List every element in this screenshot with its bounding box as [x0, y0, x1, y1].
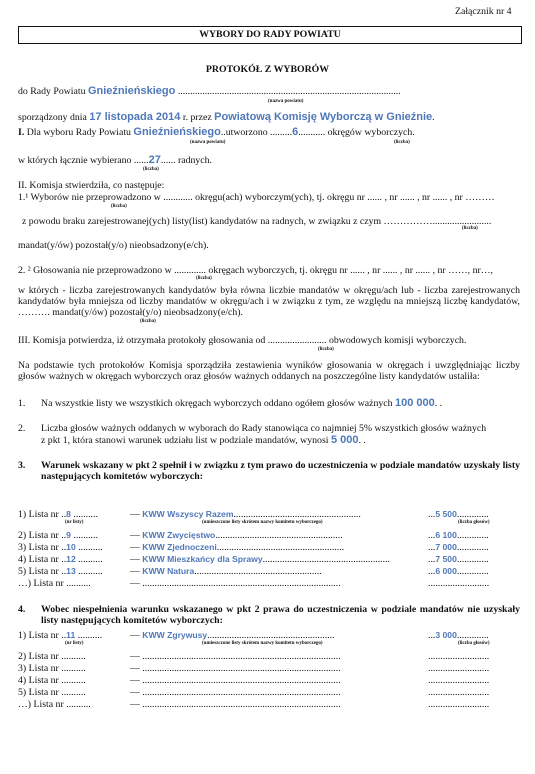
committee-name: KWW Zwycięstwo [142, 530, 216, 540]
section-iii-line: III. Komisja potwierdza, iż otrzymała protokoły głosowania od ........................ obwodowych komisji wyborczych. [18, 335, 467, 346]
annex-label: Załącznik nr 4 [455, 6, 512, 17]
committee-name-note: (umieszczone listy skrótem nazwy komitetu wyborczego) [202, 641, 323, 646]
point3-text: Warunek wskazany w pkt 2 spełnił i w związku z tym prawo do uczestniczenia w podziale mandatów uzyskały listy następujących komitetów wyborczych: [41, 460, 520, 482]
votes-line: ...7 000............. [428, 542, 489, 553]
section-iii-note: (liczba) [318, 347, 334, 352]
section-ii-p1-line1: 1.¹ Wyborów nie przeprowadzono w ............ okręgu(ach) wyborczym(ych), tj. okręgu nr ...... , nr ...... , nr ...... , nr ……… [18, 192, 495, 203]
committee-name-note: (umieszczone listy skrótem nazwy komitetu wyborczego) [202, 520, 323, 525]
list-number: 12 [66, 554, 76, 564]
point4-num: 4. [18, 604, 26, 615]
list-row-label: 1) Lista nr .. [18, 509, 67, 520]
list-row: 2) Lista nr ..9 .......... [18, 530, 98, 541]
committee-name-line: — KWW Zgrywusy.................................................... [130, 630, 335, 641]
list-row: 5) Lista nr ..13 .......... [18, 566, 103, 577]
seats-line: w których łącznie wybierano ......27...... radnych. [18, 154, 212, 166]
section-ii-p2-note2: (liczba) [140, 319, 156, 324]
committee-name-line: — ................................................................................. [130, 651, 341, 662]
document-subtitle: PROTOKÓŁ Z WYBORÓW [205, 64, 330, 75]
list-row-label: 4) Lista nr [18, 675, 62, 686]
council-name-value: Gnieźnieńskiego [87, 85, 176, 97]
section-ii-p2-line1: 2. ² Głosowania nie przeprowadzono w ............. okręgach wyborczych, tj. okręgu nr ...... , nr ...... , nr ...... , nr ……, nr…, [18, 265, 493, 276]
section-ii-heading: II. Komisja stwierdziła, co następuje: [18, 180, 165, 191]
list-row: 3) Lista nr ..10 .......... [18, 542, 103, 553]
point3-num: 3. [18, 460, 26, 471]
votes-line: ...6 000............. [428, 566, 489, 577]
commission-value: Powiatową Komisję Wyborczą w Gnieźnie [214, 111, 433, 123]
point2-line1: Liczba głosów ważnych oddanych w wyborach do Rady stanowiąca co najmniej 5% wszystkich głosów ważnych [41, 423, 487, 434]
list-row-label: …) Lista nr [18, 578, 67, 589]
districts-value: 6 [292, 126, 299, 138]
point2-num: 2. [18, 423, 26, 434]
section-i-note-name: (nazwa powiatu) [190, 140, 226, 145]
list-row-label: 5) Lista nr [18, 687, 62, 698]
committee-name: KWW Wszyscy Razem [142, 509, 234, 519]
list-row: 4) Lista nr ..12 .......... [18, 554, 103, 565]
section-i-note-num: (liczba) [394, 140, 410, 145]
date-value: 17 listopada 2014 [89, 111, 181, 123]
list-row-label: 4) Lista nr .. [18, 554, 67, 565]
list-number: 8 [66, 509, 71, 519]
committee-name-line: — ................................................................................. [130, 663, 341, 674]
votes-line: ...3 000............. [428, 630, 489, 641]
document-title: WYBORY DO RADY POWIATU [18, 26, 522, 44]
committee-name-line: — ................................................................................. [130, 699, 341, 710]
list-row-label: …) Lista nr [18, 699, 67, 710]
point2-value: 5 000 [330, 434, 359, 446]
committee-name-line: — KWW Wszyscy Razem.................................................... [130, 509, 361, 520]
section-i-county: Gnieźnieńskiego [133, 126, 221, 138]
summary-text: Na podstawie tych protokołów Komisja sporządziła zestawienia wyników głosowania w okręgach i uwzględniając liczby głosów ważnych w okręgach wyborczych oraz głosów ważnych oddanych na poszczególne listy kandydatów ustaliła: [18, 360, 520, 382]
list-row: 4) Lista nr .......... [18, 675, 86, 686]
votes-value: 3 000 [435, 630, 457, 640]
date-line: sporządzony dnia 17 listopada 2014 r. przez Powiatową Komisję Wyborczą w Gnieźnie. [18, 111, 435, 123]
committee-name-line: — ................................................................................. [130, 687, 341, 698]
list-row: 3) Lista nr .......... [18, 663, 86, 674]
list-number-note: (nr listy) [65, 641, 84, 646]
committee-name: KWW Zgrywusy [142, 630, 208, 640]
point1-value: 100 000 [394, 397, 435, 409]
point1-num: 1. [18, 398, 26, 409]
votes-value: 6 100 [435, 530, 457, 540]
seats-note: (liczba) [143, 167, 159, 172]
committee-name-line: — KWW Zjednoczeni.................................................... [130, 542, 345, 553]
list-row: …) Lista nr .......... [18, 578, 91, 589]
committee-name-line: — KWW Zwycięstwo.................................................... [130, 530, 343, 541]
votes-note: (liczba głosów) [458, 520, 490, 525]
committee-name: KWW Mieszkańcy dla Sprawy [142, 554, 263, 564]
votes-line: ...6 100............. [428, 530, 489, 541]
list-row-label: 2) Lista nr [18, 651, 62, 662]
votes-value: 7 000 [435, 542, 457, 552]
list-row-label: 5) Lista nr .. [18, 566, 67, 577]
list-number: 10 [66, 542, 76, 552]
committee-name-line: — ................................................................................. [130, 578, 341, 589]
list-row: …) Lista nr .......... [18, 699, 91, 710]
list-row: 2) Lista nr .......... [18, 651, 86, 662]
votes-line: ...7 500............. [428, 554, 489, 565]
list-row: 5) Lista nr .......... [18, 687, 86, 698]
list-number: 9 [66, 530, 71, 540]
list-row-label: 2) Lista nr .. [18, 530, 67, 541]
committee-name-line: — KWW Mieszkańcy dla Sprawy.................................................... [130, 554, 390, 565]
council-line: do Rady Powiatu Gnieźnieńskiego ........................................................................................... [18, 85, 401, 97]
votes-line: ......................... [428, 675, 490, 686]
committee-name: KWW Natura [142, 566, 195, 576]
list-row: 1) Lista nr ..11 .......... [18, 630, 103, 641]
point2-line2: z pkt 1, która stanowi warunek udziału list w podziale mandatów, wynosi 5 000. . [41, 434, 366, 446]
votes-value: 5 500 [435, 509, 457, 519]
section-ii-p2-note1: (liczba) [196, 276, 212, 281]
votes-value: 7 500 [435, 554, 457, 564]
votes-line: ......................... [428, 699, 490, 710]
votes-line: ...5 500............. [428, 509, 489, 520]
list-number: 11 [66, 630, 76, 640]
list-row-label: 3) Lista nr .. [18, 542, 67, 553]
committee-name-line: — KWW Natura.................................................... [130, 566, 322, 577]
committee-name-line: — ................................................................................. [130, 675, 341, 686]
votes-value: 6 000 [435, 566, 457, 576]
list-row-label: 3) Lista nr [18, 663, 62, 674]
votes-note: (liczba głosów) [458, 641, 490, 646]
section-ii-p2-text: w których - liczba zarejestrowanych kandydatów była równa liczbie mandatów w okręgu/ach lub - liczba zarejestrowanych kandydatów była mniejsza od liczby mandatów w okręgu/ach i w związku z tym, ze względu na mniejszą liczbę kandydatów, ………. mandat(y/ów) pozostał(y/o) nieobsadzony(e/ch). [18, 285, 520, 318]
votes-line: ......................... [428, 578, 490, 589]
votes-line: ......................... [428, 687, 490, 698]
section-ii-p1-note2: (liczba) [462, 226, 478, 231]
council-note: (nazwa powiatu) [268, 99, 304, 104]
list-row-label: 1) Lista nr .. [18, 630, 67, 641]
list-number: 13 [66, 566, 76, 576]
point1-line: Na wszystkie listy we wszystkich okręgach wyborczych oddano ogółem głosów ważnych 100 000. . [41, 397, 443, 409]
seats-value: 27 [148, 154, 161, 166]
votes-line: ......................... [428, 663, 490, 674]
votes-line: ......................... [428, 651, 490, 662]
committee-name: KWW Zjednoczeni [142, 542, 217, 552]
point4-text: Wobec niespełnienia warunku wskazanego w pkt 2 prawa do uczestniczenia w podziale mandatów nie uzyskały listy następujących komitetów wyborczych: [41, 604, 520, 626]
list-number-note: (nr listy) [65, 520, 84, 525]
section-ii-p1-line2: z powodu braku zarejestrowanej(ych) listy(list) kandydatów na radnych, w związku z czym ……………........................ [22, 216, 492, 227]
section-ii-p1-note1: (liczba) [111, 204, 127, 209]
list-row: 1) Lista nr ..8 .......... [18, 509, 98, 520]
section-i-line: I. Dla wyboru Rady Powiatu Gnieźnieńskiego..utworzono .........6........... okręgów wyborczych. [18, 126, 415, 138]
section-ii-p1-line3: mandat(y/ów) pozostał(y/o) nieobsadzony(e/ch). [18, 240, 209, 251]
